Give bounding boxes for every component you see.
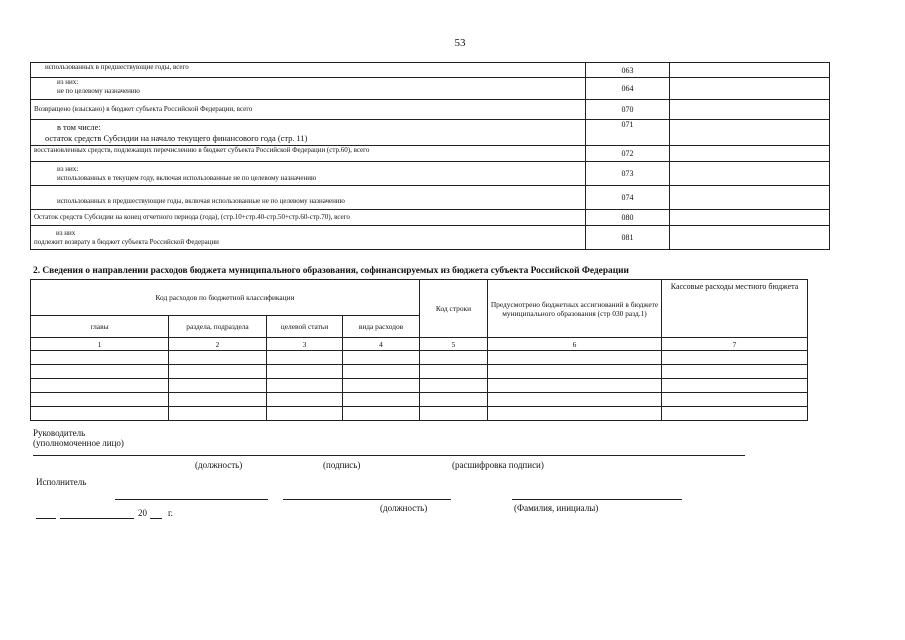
row-code: 072 <box>586 146 670 162</box>
value-cell[interactable] <box>670 100 830 120</box>
empty-cell[interactable] <box>169 365 267 379</box>
empty-cell[interactable] <box>420 379 488 393</box>
table-row <box>31 407 808 421</box>
empty-cell[interactable] <box>662 351 808 365</box>
empty-cell[interactable] <box>420 393 488 407</box>
column-number: 5 <box>420 338 488 351</box>
row-label: из них: использованных в текущем году, включая использованные не по целевому назначению <box>31 162 586 186</box>
empty-cell[interactable] <box>662 379 808 393</box>
row-code: 064 <box>586 78 670 100</box>
value-cell[interactable] <box>670 120 830 146</box>
table-row <box>31 365 808 379</box>
value-cell[interactable] <box>670 146 830 162</box>
row-code: 074 <box>586 186 670 210</box>
empty-cell[interactable] <box>488 393 662 407</box>
empty-cell[interactable] <box>662 393 808 407</box>
empty-cell[interactable] <box>267 393 343 407</box>
empty-cell[interactable] <box>169 393 267 407</box>
value-cell[interactable] <box>670 78 830 100</box>
row-code: 073 <box>586 162 670 186</box>
decode-caption: (расшифровка подписи) <box>452 460 544 470</box>
row-code: 081 <box>586 226 670 250</box>
table-row <box>31 351 808 365</box>
expenses-table <box>30 279 808 421</box>
date-year-suffix: г. <box>168 508 173 518</box>
executor-signature-line <box>283 499 451 500</box>
empty-cell[interactable] <box>267 351 343 365</box>
table-row <box>31 162 830 186</box>
date-year-line <box>150 518 162 519</box>
empty-cell[interactable] <box>343 393 420 407</box>
table-row <box>31 63 830 78</box>
empty-cell[interactable] <box>343 351 420 365</box>
executor-name-caption: (Фамилия, инициалы) <box>514 503 599 513</box>
section-2-title: 2. Сведения о направлении расходов бюджета муниципального образования, софинансируемых из бюджета субъекта Российской Федерации <box>33 266 629 276</box>
empty-cell[interactable] <box>488 407 662 421</box>
value-cell[interactable] <box>670 226 830 250</box>
empty-cell[interactable] <box>420 365 488 379</box>
row-label: из них подлежит возврату в бюджет субъекта Российской Федерации <box>31 226 586 250</box>
table-row <box>31 210 830 226</box>
row-code: 071 <box>586 120 670 146</box>
table-row <box>31 100 830 120</box>
table-row <box>31 393 808 407</box>
value-cell[interactable] <box>670 210 830 226</box>
column-number: 6 <box>488 338 662 351</box>
upper-table <box>30 62 830 250</box>
empty-cell[interactable] <box>267 379 343 393</box>
column-number: 2 <box>169 338 267 351</box>
signature-caption: (подпись) <box>323 460 361 470</box>
executor-name-line <box>512 499 682 500</box>
value-cell[interactable] <box>670 162 830 186</box>
header-target-item: целевой статьи <box>267 316 343 338</box>
row-label: в том числе: остаток средств Субсидии на начало текущего финансового года (стр. 11) <box>31 120 586 146</box>
empty-cell[interactable] <box>31 365 169 379</box>
header-cash-expenses: Кассовые расходы местного бюджета <box>662 280 808 338</box>
empty-cell[interactable] <box>169 407 267 421</box>
column-number-row <box>31 338 808 351</box>
row-label: из них: не по целевому назначению <box>31 78 586 100</box>
header-kbk: Код расходов по бюджетной классификации <box>31 280 420 316</box>
date-century: 20 <box>138 508 147 518</box>
value-cell[interactable] <box>670 186 830 210</box>
empty-cell[interactable] <box>488 365 662 379</box>
row-label: Остаток средств Субсидии на конец отчетного периода (года), (стр.10+стр.40-стр.50+стр.60-стр.70), всего <box>31 210 586 226</box>
row-code: 080 <box>586 210 670 226</box>
table-row <box>31 226 830 250</box>
header-planned: Предусмотрено бюджетных ассигнований в бюджете муниципального образования (стр 030 разд.1) <box>488 280 662 338</box>
empty-cell[interactable] <box>267 365 343 379</box>
head-signature-line <box>33 455 745 456</box>
column-number: 7 <box>662 338 808 351</box>
value-cell[interactable] <box>670 63 830 78</box>
position-caption: (должность) <box>195 460 243 470</box>
row-code: 070 <box>586 100 670 120</box>
empty-cell[interactable] <box>343 407 420 421</box>
table-row <box>31 120 830 146</box>
empty-cell[interactable] <box>169 379 267 393</box>
row-code: 063 <box>586 63 670 78</box>
table-row <box>31 186 830 210</box>
header-chapter: главы <box>31 316 169 338</box>
executor-position-line <box>115 499 268 500</box>
empty-cell[interactable] <box>343 365 420 379</box>
row-label: использованных в предшествующие годы, всего <box>31 63 586 78</box>
table-row <box>31 146 830 162</box>
empty-cell[interactable] <box>31 393 169 407</box>
header-section: раздела, подраздела <box>169 316 267 338</box>
empty-cell[interactable] <box>488 379 662 393</box>
column-number: 4 <box>343 338 420 351</box>
empty-cell[interactable] <box>662 365 808 379</box>
column-number: 3 <box>267 338 343 351</box>
column-number: 1 <box>31 338 169 351</box>
date-day-line <box>36 518 56 519</box>
head-label: Руководитель (уполномоченное лицо) <box>33 428 124 448</box>
empty-cell[interactable] <box>31 407 169 421</box>
empty-cell[interactable] <box>31 351 169 365</box>
date-month-line <box>60 518 134 519</box>
page-number: 53 <box>454 37 466 49</box>
row-label: использованных в предшествующие годы, включая использованные не по целевому назначению <box>31 186 586 210</box>
table-row <box>31 379 808 393</box>
table-header-row <box>31 280 808 316</box>
table-row <box>31 78 830 100</box>
header-expense-type: вида расходов <box>343 316 420 338</box>
empty-cell[interactable] <box>420 407 488 421</box>
row-label: восстановленных средств, подлежащих перечислению в бюджет субъекта Российской Федерации (стр.60), всего <box>31 146 586 162</box>
empty-cell[interactable] <box>267 407 343 421</box>
executor-label: Исполнитель <box>36 477 87 487</box>
empty-cell[interactable] <box>343 379 420 393</box>
empty-cell[interactable] <box>420 351 488 365</box>
row-label: Возвращено (взыскано) в бюджет субъекта Российской Федерации, всего <box>31 100 586 120</box>
executor-position-caption: (должность) <box>380 503 428 513</box>
empty-cell[interactable] <box>662 407 808 421</box>
header-row-code: Код строки <box>420 280 488 338</box>
empty-cell[interactable] <box>488 351 662 365</box>
empty-cell[interactable] <box>31 379 169 393</box>
empty-cell[interactable] <box>169 351 267 365</box>
